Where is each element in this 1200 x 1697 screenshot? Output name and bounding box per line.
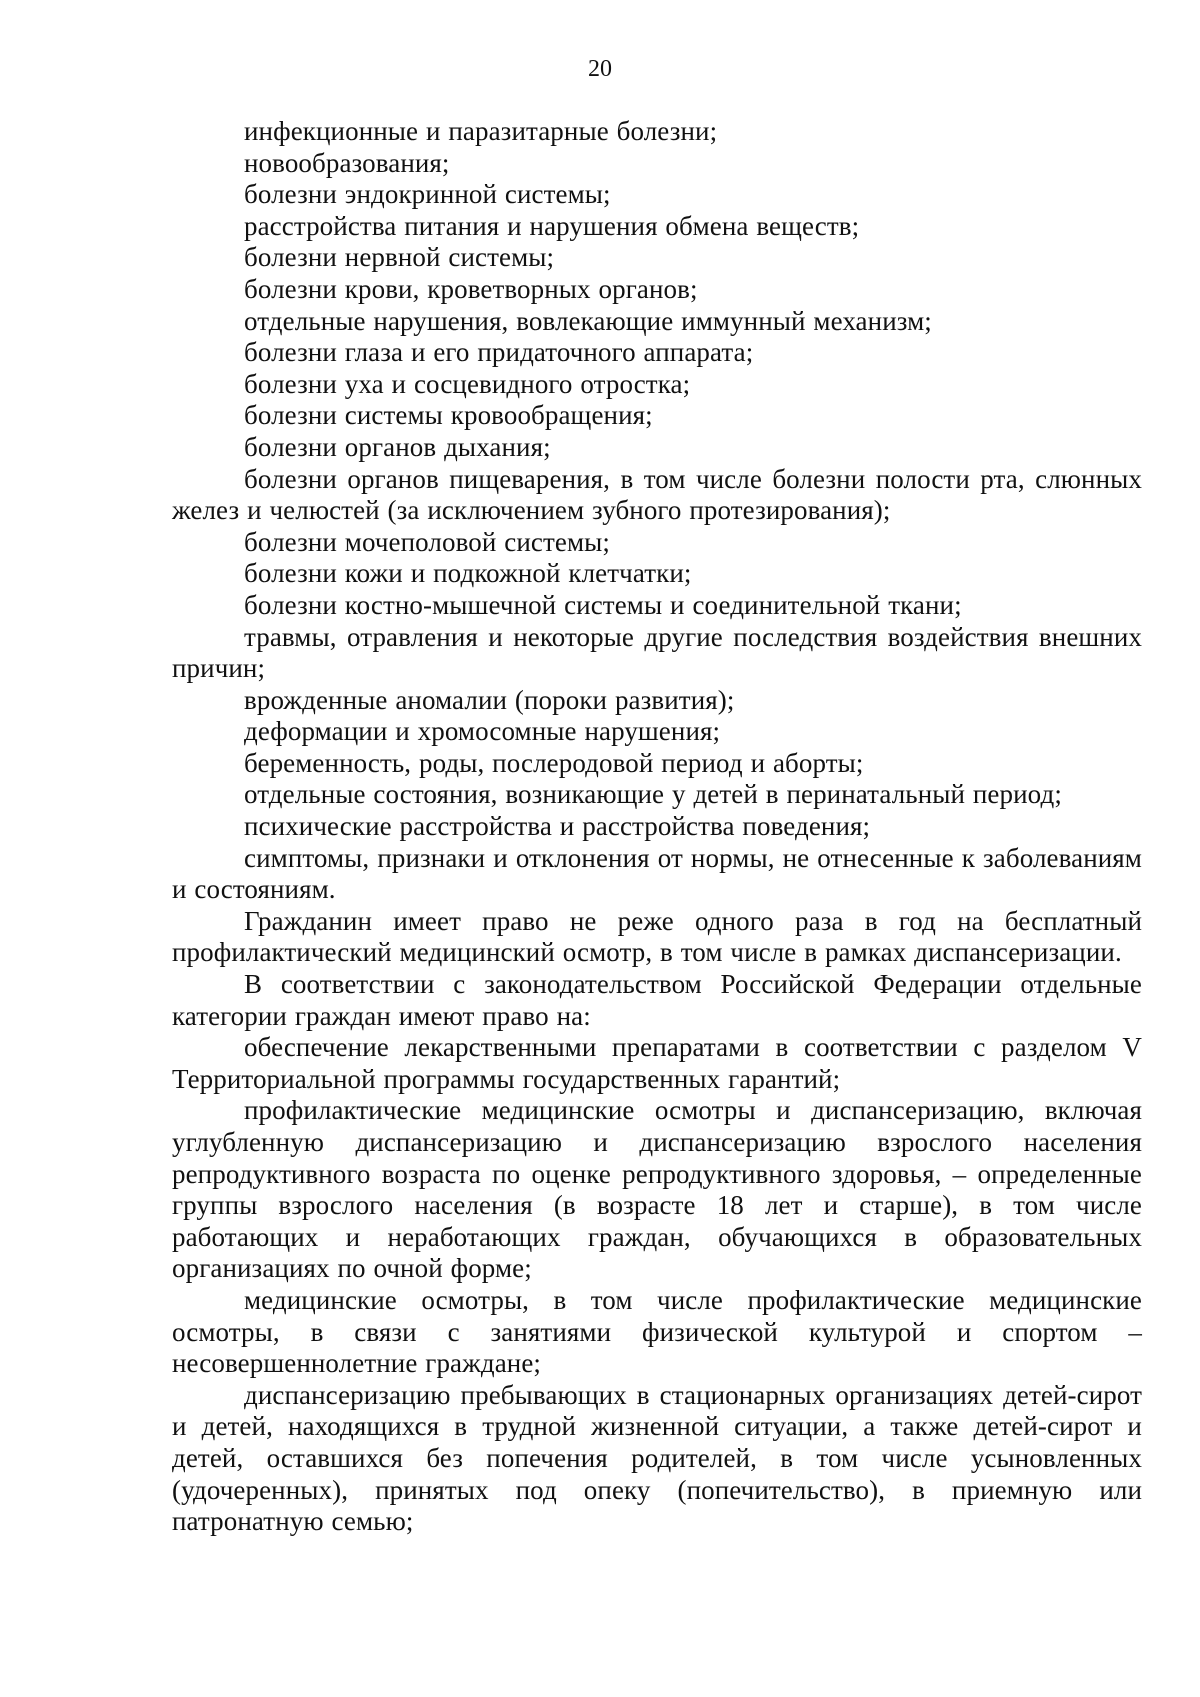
paragraph-minors-exams: медицинские осмотры, в том числе профилактические медицинские осмотры, в связи с занятиями физической культурой и спортом – несовершеннолетние граждане; bbox=[172, 1284, 1142, 1379]
paragraph-symptoms: симптомы, признаки и отклонения от нормы, не отнесенные к заболеваниям и состояниям. bbox=[172, 842, 1142, 905]
paragraph-nutrition-metabolism: расстройства питания и нарушения обмена веществ; bbox=[244, 210, 860, 241]
paragraph-injuries-poisoning: травмы, отравления и некоторые другие последствия воздействия внешних причин; bbox=[172, 621, 1142, 684]
paragraph-preventive-exams: профилактические медицинские осмотры и диспансеризацию, включая углубленную диспансеризацию и диспансеризацию взрослого населения репродуктивного возраста по оценке репродуктивного здоровья, – определенные группы взрослого населения (в возрасте 18 лет и старше), в том числе работающих и неработающих граждан, обучающихся в образовательных организациях по очной форме; bbox=[172, 1095, 1142, 1284]
paragraph-musculoskeletal-system: болезни костно-мышечной системы и соединительной ткани; bbox=[244, 589, 962, 620]
paragraph-endocrine-diseases: болезни эндокринной системы; bbox=[244, 179, 611, 210]
paragraph-genitourinary-system: болезни мочеполовой системы; bbox=[244, 526, 610, 557]
paragraph-eye-diseases: болезни глаза и его придаточного аппарата; bbox=[244, 337, 754, 368]
paragraph-skin-diseases: болезни кожи и подкожной клетчатки; bbox=[244, 558, 692, 589]
paragraph-nervous-system: болезни нервной системы; bbox=[244, 242, 555, 273]
paragraph-preventive-exam-right: Гражданин имеет право не реже одного раза в год на бесплатный профилактический медицинский осмотр, в том числе в рамках диспансеризации. bbox=[172, 905, 1142, 968]
paragraph-citizen-categories: В соответствии с законодательством Российской Федерации отдельные категории граждан имеют право на: bbox=[172, 969, 1142, 1031]
paragraph-mental-disorders: психические расстройства и расстройства поведения; bbox=[244, 811, 871, 842]
paragraph-pregnancy: беременность, роды, послеродовой период и аборты; bbox=[244, 747, 864, 778]
paragraph-chromosomal-disorders: деформации и хромосомные нарушения; bbox=[244, 716, 721, 747]
document-body bbox=[172, 116, 1142, 1538]
paragraph-perinatal-conditions: отдельные состояния, возникающие у детей в перинатальный период; bbox=[244, 779, 1062, 810]
paragraph-neoplasms: новообразования; bbox=[244, 147, 450, 178]
paragraph-orphans-dispensary: диспансеризацию пребывающих в стационарных организациях детей-сирот и детей, находящихся в трудной жизненной ситуации, а также детей-сирот и детей, оставшихся без попечения родителей, в том числе усыновленных (удочеренных), принятых под опеку (попечительство), в приемную или патронатную семью; bbox=[172, 1379, 1142, 1537]
paragraph-immune-disorders: отдельные нарушения, вовлекающие иммунный механизм; bbox=[244, 305, 932, 336]
paragraph-digestive-system: болезни органов пищеварения, в том числе болезни полости рта, слюнных желез и челюстей (за исключением зубного протезирования); bbox=[172, 463, 1142, 526]
paragraph-circulatory-system: болезни системы кровообращения; bbox=[244, 400, 653, 431]
paragraph-congenital-anomalies: врожденные аномалии (пороки развития); bbox=[244, 684, 735, 715]
paragraph-medicine-provision: обеспечение лекарственными препаратами в соответствии с разделом V Территориальной программы государственных гарантий; bbox=[172, 1032, 1142, 1094]
paragraph-respiratory-system: болезни органов дыхания; bbox=[244, 431, 551, 462]
page-number: 20 bbox=[588, 56, 612, 82]
paragraph-ear-diseases: болезни уха и сосцевидного отростка; bbox=[244, 368, 691, 399]
paragraph-blood-diseases: болезни крови, кроветворных органов; bbox=[244, 273, 698, 304]
paragraph-infectious-diseases: инфекционные и паразитарные болезни; bbox=[244, 116, 718, 146]
